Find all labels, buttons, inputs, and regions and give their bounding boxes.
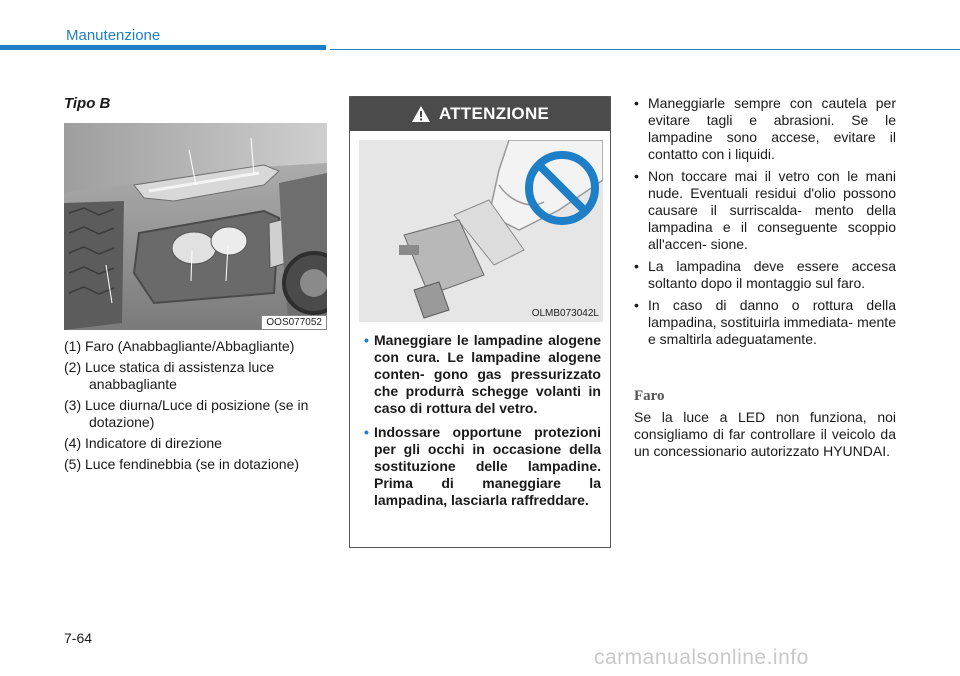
bullet-dot-icon: • <box>634 297 639 313</box>
parts-item: (4) Indicatore di direzione <box>64 435 222 451</box>
watermark: carmanualsonline.info <box>594 646 809 669</box>
bullet-item: • In caso di danno o rottura della lampadina, sostituirla immediata- mente e smaltirla adeguatamente. <box>634 297 896 347</box>
warning-list <box>350 322 610 509</box>
bullet-item: • Maneggiarle sempre con cautela per evitare tagli e abrasioni. Se le lampadine sono accese, evitare il contatto con i liquidi. <box>634 95 896 162</box>
handling-bullets <box>634 95 896 353</box>
bulb-image-code: OLMB073042L <box>531 308 599 319</box>
page-number: 7-64 <box>64 630 93 646</box>
header-rule-thick <box>0 45 326 50</box>
bullet-dot-icon: • <box>634 168 639 184</box>
warning-box <box>349 96 611 548</box>
parts-list <box>64 338 326 477</box>
subhead-tipo: Tipo B <box>64 95 111 112</box>
headlamp-figure <box>64 123 327 330</box>
section-title: Manutenzione <box>66 27 161 44</box>
bullet-item: • La lampadina deve essere accesa soltanto dopo il montaggio sul faro. <box>634 258 896 291</box>
parts-item: (1) Faro (Anabbagliante/Abbagliante) <box>64 338 295 354</box>
hand-holding-bulb-illustration <box>359 140 603 322</box>
warning-header <box>350 97 610 131</box>
parts-item: (2) Luce statica di assistenza luce anabbagliante <box>64 359 275 392</box>
bullet-item: • Non toccare mai il vetro con le mani nude. Eventuali residui d'olio possono causare il surriscalda- mento della lampadina e il conseguente scoppio all'accen- sione. <box>634 168 896 252</box>
parts-item: (5) Luce fendinebbia (se in dotazione) <box>64 456 300 472</box>
bullet-dot-icon: • <box>634 95 639 111</box>
bullet-dot-icon: • <box>364 332 369 348</box>
car-front-illustration <box>64 123 327 330</box>
warning-item: • Indossare opportune protezioni per gli occhi in occasione della sostituzione delle lampadine. Prima di maneggiare la lampadina, lasciarla raffreddare. <box>364 424 601 508</box>
header-rule-thin <box>330 49 960 50</box>
warning-triangle-icon <box>411 105 431 123</box>
faro-paragraph: Se la luce a LED non funziona, noi consigliamo di far controllare il veicolo da un concessionario autorizzato HYUNDAI. <box>634 409 896 459</box>
parts-item: (3) Luce diurna/Luce di posizione (se in dotazione) <box>64 397 309 430</box>
bullet-dot-icon: • <box>634 258 639 274</box>
figure-code: OOS077052 <box>261 315 327 330</box>
bullet-dot-icon: • <box>364 424 369 440</box>
warning-title: ATTENZIONE <box>438 104 550 123</box>
bulb-image <box>359 140 603 322</box>
faro-heading: Faro <box>634 388 665 404</box>
warning-item: • Maneggiare le lampadine alogene con cura. Le lampadine alogene conten- gono gas pressurizzato che produrrà schegge volanti in caso di rottura del vetro. <box>364 332 601 416</box>
